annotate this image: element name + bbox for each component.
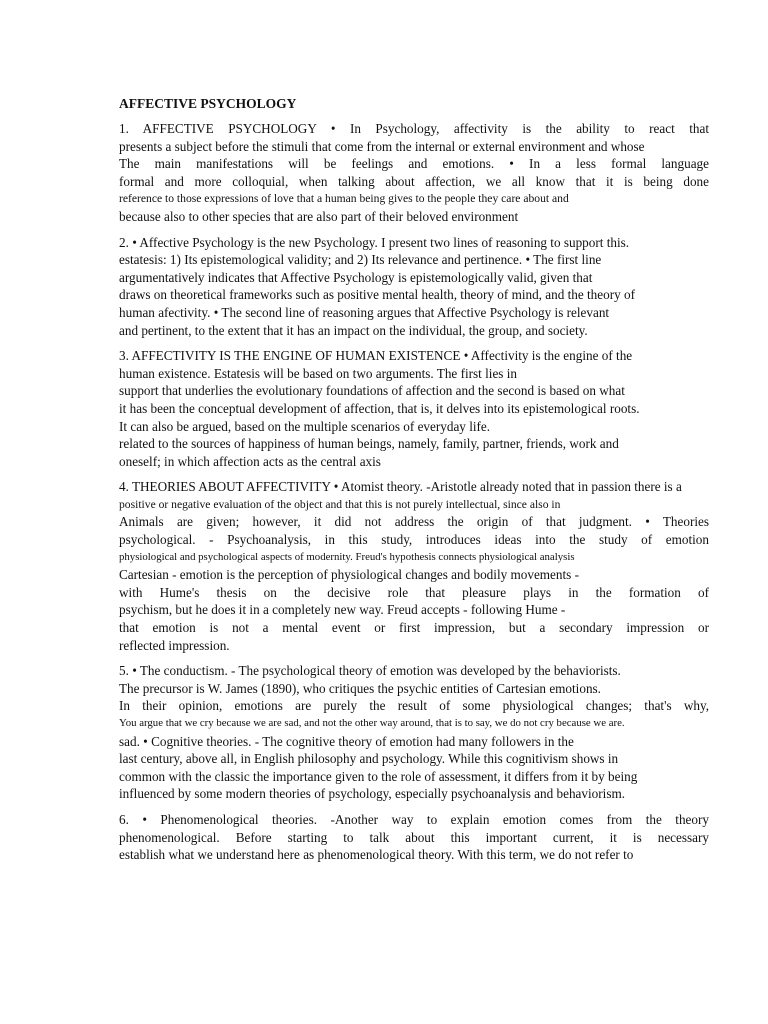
paragraph-line: with Hume's thesis on the decisive role that pleasure plays in the formation of [119, 584, 709, 600]
paragraph-line: and pertinent, to the extent that it has an impact on the individual, the group, and society. [119, 322, 588, 338]
paragraph-line: sad. • Cognitive theories. - The cognitive theory of emotion had many followers in the [119, 733, 574, 749]
paragraph-line: 6. • Phenomenological theories. -Another way to explain emotion comes from the theory [119, 811, 709, 827]
paragraph-1 [119, 120, 709, 226]
paragraph-line: 2. • Affective Psychology is the new Psychology. I present two lines of reasoning to support this. [119, 234, 630, 250]
paragraph-line: it has been the conceptual development of affection, that is, it delves into its epistemological roots. [119, 400, 640, 416]
document-body [119, 120, 709, 864]
paragraph-line: draws on theoretical frameworks such as positive mental health, theory of mind, and the theory of [119, 287, 635, 303]
paragraph-5 [119, 662, 709, 803]
paragraph-line: physiological and psychological aspects of modernity. Freud's hypothesis connects physiological analysis [119, 550, 575, 563]
paragraph-2 [119, 234, 709, 340]
paragraph-4 [119, 478, 709, 654]
paragraph-line: psychological. - Psychoanalysis, in this study, introduces ideas into the study of emotion [119, 532, 709, 548]
paragraph-line: phenomenological. Before starting to talk about this important current, it is necessary [119, 829, 709, 845]
paragraph-line: oneself; in which affection acts as the central axis [119, 453, 381, 469]
paragraph-3 [119, 347, 709, 470]
paragraph-line: reference to those expressions of love that a human being gives to the people they care about and [119, 192, 569, 206]
paragraph-line: It can also be argued, based on the multiple scenarios of everyday life. [119, 418, 491, 434]
document-page [119, 95, 709, 872]
paragraph-line: The main manifestations will be feelings and emotions. • In a less formal language [119, 156, 709, 172]
paragraph-line: You argue that we cry because we are sad, and not the other way around, that is to say, we do not cry because we are. [119, 717, 625, 729]
paragraph-line: In their opinion, emotions are purely the result of some physiological changes; that's why, [119, 698, 709, 714]
paragraph-line: formal and more colloquial, when talking about affection, we all know that it is being done [119, 173, 709, 189]
paragraph-6 [119, 811, 709, 864]
paragraph-line: last century, above all, in English philosophy and psychology. While this cognitivism shows in [119, 751, 619, 767]
paragraph-line: common with the classic the importance given to the role of assessment, it differs from it by being [119, 768, 638, 784]
paragraph-line: establish what we understand here as phenomenological theory. With this term, we do not refer to [119, 847, 634, 863]
paragraph-line: 1. AFFECTIVE PSYCHOLOGY • In Psychology, affectivity is the ability to react that [119, 121, 709, 136]
paragraph-line: psychism, but he does it in a completely new way. Freud accepts - following Hume - [119, 602, 566, 618]
paragraph-line: human afectivity. • The second line of reasoning argues that Affective Psychology is relevant [119, 304, 610, 320]
paragraph-line: 3. AFFECTIVITY IS THE ENGINE OF HUMAN EXISTENCE • Affectivity is the engine of the [119, 348, 633, 364]
document-title: AFFECTIVE PSYCHOLOGY [119, 96, 297, 111]
paragraph-line: positive or negative evaluation of the object and that this is not purely intellectual, since also in [119, 497, 561, 511]
paragraph-line: 4. THEORIES ABOUT AFFECTIVITY • Atomist theory. -Aristotle already noted that in passion there is a [119, 479, 682, 495]
paragraph-line: related to the sources of happiness of human beings, namely, family, partner, friends, work and [119, 436, 619, 452]
paragraph-line: influenced by some modern theories of psychology, especially psychoanalysis and behaviorism. [119, 786, 626, 802]
paragraph-line: 5. • The conductism. - The psychological theory of emotion was developed by the behaviorists. [119, 663, 621, 679]
paragraph-line: that emotion is not a mental event or first impression, but a secondary impression or [119, 620, 709, 636]
paragraph-line: presents a subject before the stimuli that come from the internal or external environment and whose [119, 138, 645, 154]
paragraph-line: argumentatively indicates that Affective Psychology is epistemologically valid, given that [119, 269, 593, 285]
paragraph-line: estatesis: 1) Its epistemological validity; and 2) Its relevance and pertinence. • The first line [119, 252, 602, 268]
paragraph-line: reflected impression. [119, 637, 230, 653]
paragraph-line: human existence. Estatesis will be based on two arguments. The first lies in [119, 365, 517, 381]
paragraph-line: Animals are given; however, it did not address the origin of that judgment. • Theories [119, 514, 709, 530]
paragraph-line: Cartesian - emotion is the perception of physiological changes and bodily movements - [119, 567, 579, 583]
paragraph-line: support that underlies the evolutionary foundations of affection and the second is based on what [119, 383, 625, 399]
paragraph-line: because also to other species that are also part of their beloved environment [119, 208, 519, 224]
paragraph-line: The precursor is W. James (1890), who critiques the psychic entities of Cartesian emotions. [119, 680, 601, 696]
